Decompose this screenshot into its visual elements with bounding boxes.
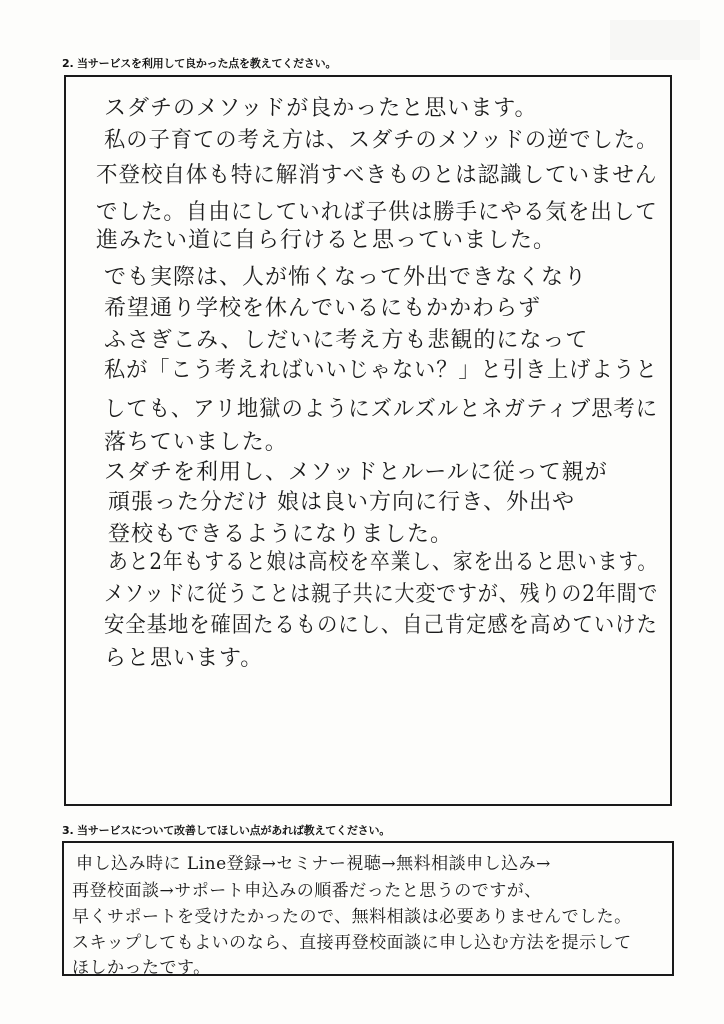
answer-line: ほしかったです。 — [72, 958, 211, 978]
answer-line: 不登校自体も特に解消すべきものとは認識していません — [96, 163, 658, 188]
answer-line: 私の子育ての考え方は、スダチのメソッドの逆でした。 — [104, 128, 659, 153]
answer-line: 安全基地を確固たるものにし、自己肯定感を高めていけた — [104, 613, 658, 638]
answer-line: スキップしてもよいのなら、直接再登校面談に申し込む方法を提示して — [72, 933, 632, 953]
answer-line: あと2年もすると娘は高校を卒業し、家を出ると思います。 — [108, 550, 659, 575]
answer-line: 登校もできるようになりました。 — [108, 522, 454, 547]
answer-line: らと思います。 — [104, 646, 264, 671]
answer-line: 申し込み時に Line登録→セミナー視聴→無料相談申し込み→ — [76, 854, 551, 874]
answer-line: 頑張った分だけ 娘は良い方向に行き、外出や — [108, 490, 576, 515]
answer-line: スダチのメソッドが良かったと思います。 — [104, 96, 538, 121]
answer-line: でも実際は、人が怖くなって外出できなくなり — [104, 265, 588, 290]
answer-line: でした。自由にしていれば子供は勝手にやる気を出して — [96, 200, 658, 225]
answer-line: 進みたい道に自ら行けると思っていました。 — [96, 228, 557, 253]
answer-line: メソッドに従うことは親子共に大変ですが、残りの2年間で — [104, 582, 659, 607]
bleed-through-mark — [610, 20, 700, 60]
answer-line: しても、アリ地獄のようにズルズルとネガティブ思考に — [104, 397, 658, 422]
answer-line: 再登校面談→サポート申込みの順番だったと思うのですが、 — [72, 881, 542, 901]
question-2-answer-box — [64, 75, 672, 806]
answer-line: スダチを利用し、メソッドとルールに従って親が — [104, 460, 608, 485]
answer-line: 私が「こう考えればいいじゃない？」と引き上げようと — [104, 358, 658, 383]
answer-line: 早くサポートを受けたかったので、無料相談は必要ありませんでした。 — [72, 907, 632, 927]
answer-line: 落ちていました。 — [104, 430, 288, 455]
answer-line: ふさぎこみ、しだいに考え方も悲観的になって — [104, 328, 589, 353]
question-3-label: 3. 当サービスについて改善してほしい点があれば教えてください。 — [62, 824, 391, 837]
question-2-label: 2. 当サービスを利用して良かった点を教えてください。 — [62, 57, 337, 70]
question-3-answer-box — [62, 841, 674, 976]
answer-line: 希望通り学校を休んでいるにもかかわらず — [104, 296, 542, 321]
